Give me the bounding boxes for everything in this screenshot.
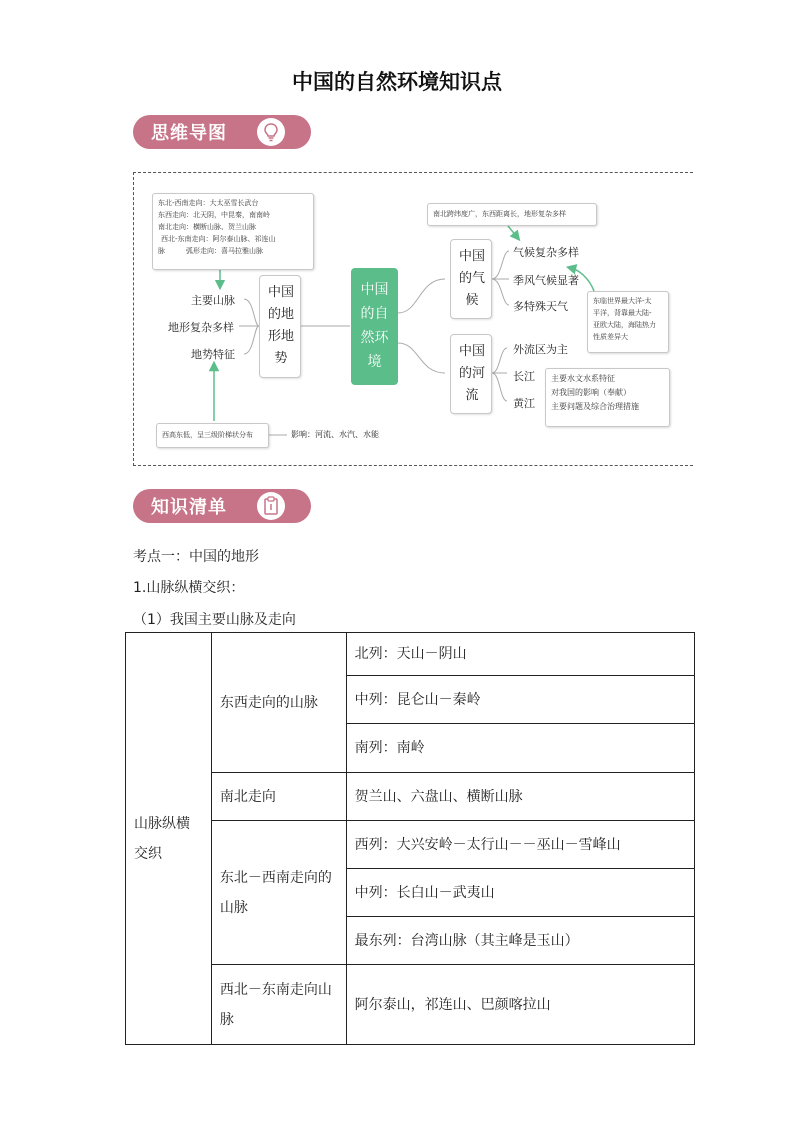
climate-item-special: 多特殊天气 [513, 300, 568, 313]
table-row [126, 965, 695, 1045]
climate-node: 中国 的气 候 [450, 239, 492, 319]
range-cell: 中列：昆仑山－秦岭 [346, 676, 694, 724]
table-row [126, 773, 695, 821]
rivers-item-changjiang: 长江 [513, 370, 535, 383]
terrain-item-complex: 地形复杂多样 [168, 321, 234, 334]
range-cell: 中列：长白山－武夷山 [346, 869, 694, 917]
mindmap-frame [133, 172, 693, 466]
mountain-ranges-table [125, 632, 695, 1045]
list-banner-label: 知识清单 [151, 497, 227, 518]
rivers-item-huangjiang: 黄江 [513, 397, 535, 410]
table-row [126, 633, 695, 676]
lightbulb-icon [257, 118, 285, 146]
kaodian-heading: 考点一：中国的地形 [133, 549, 259, 565]
rivers-item-exterior: 外流区为主 [513, 343, 568, 356]
terrain-item-slope: 地势特征 [191, 348, 235, 361]
table-row [126, 821, 695, 869]
rivers-node: 中国 的河 流 [450, 334, 492, 414]
range-cell: 西列：大兴安岭－太行山－－巫山－雪峰山 [346, 821, 694, 869]
range-cell: 最东列：台湾山脉（其主峰是玉山） [346, 917, 694, 965]
direction-cell: 东北－西南走向的山脉 [211, 821, 346, 965]
influence-label: 影响：河流、水汽、水能 [291, 430, 379, 439]
direction-cell: 西北－东南走向山脉 [211, 965, 346, 1045]
climate-top-note: 南北跨纬度广，东西距离长，地形复杂多样 [427, 203, 597, 226]
slope-note: 西高东低，呈三级阶梯状分布 [156, 423, 269, 448]
category-cell: 山脉纵横交织 [126, 633, 212, 1045]
terrain-node: 中国 的地 形地 势 [259, 275, 301, 378]
list-section-banner [133, 489, 311, 523]
range-cell: 阿尔泰山，祁连山、巴颜喀拉山 [346, 965, 694, 1045]
climate-item-monsoon: 季风气候显著 [513, 274, 579, 287]
ranges-note: 东北-西南走向：大太巫雪长武台 东西走向：北天阴，中昆秦，南南岭 南北走向：横断山脉、贺兰山脉 西北-东南走向：阿尔泰山脉、祁连山 脉 弧形走向：喜马拉雅山脉 [152, 193, 314, 270]
document-title: 中国的自然环境知识点 [292, 70, 502, 94]
range-cell: 南列：南岭 [346, 724, 694, 773]
range-cell: 北列：天山－阴山 [346, 633, 694, 676]
direction-cell: 东西走向的山脉 [211, 633, 346, 773]
clipboard-icon [257, 492, 285, 520]
point-1-heading: 1.山脉纵横交织： [133, 580, 245, 596]
center-node: 中国 的自 然环 境 [351, 268, 398, 385]
direction-cell: 南北走向 [211, 773, 346, 821]
mindmap-banner-label: 思维导图 [151, 123, 227, 144]
terrain-item-mountains: 主要山脉 [191, 294, 235, 307]
range-cell: 贺兰山、六盘山、横断山脉 [346, 773, 694, 821]
rivers-note: 主要水文水系特征 对我国的影响（奉献） 主要问题及综合治理措施 [545, 368, 670, 427]
climate-side-note: 东临世界最大洋-太 平洋，背靠最大陆- 亚欧大陆，海陆热力 性质差异大 [587, 291, 669, 353]
climate-item-diverse: 气候复杂多样 [513, 246, 579, 259]
mindmap-section-banner [133, 115, 311, 149]
point-1-sub: （1）我国主要山脉及走向 [133, 612, 296, 628]
